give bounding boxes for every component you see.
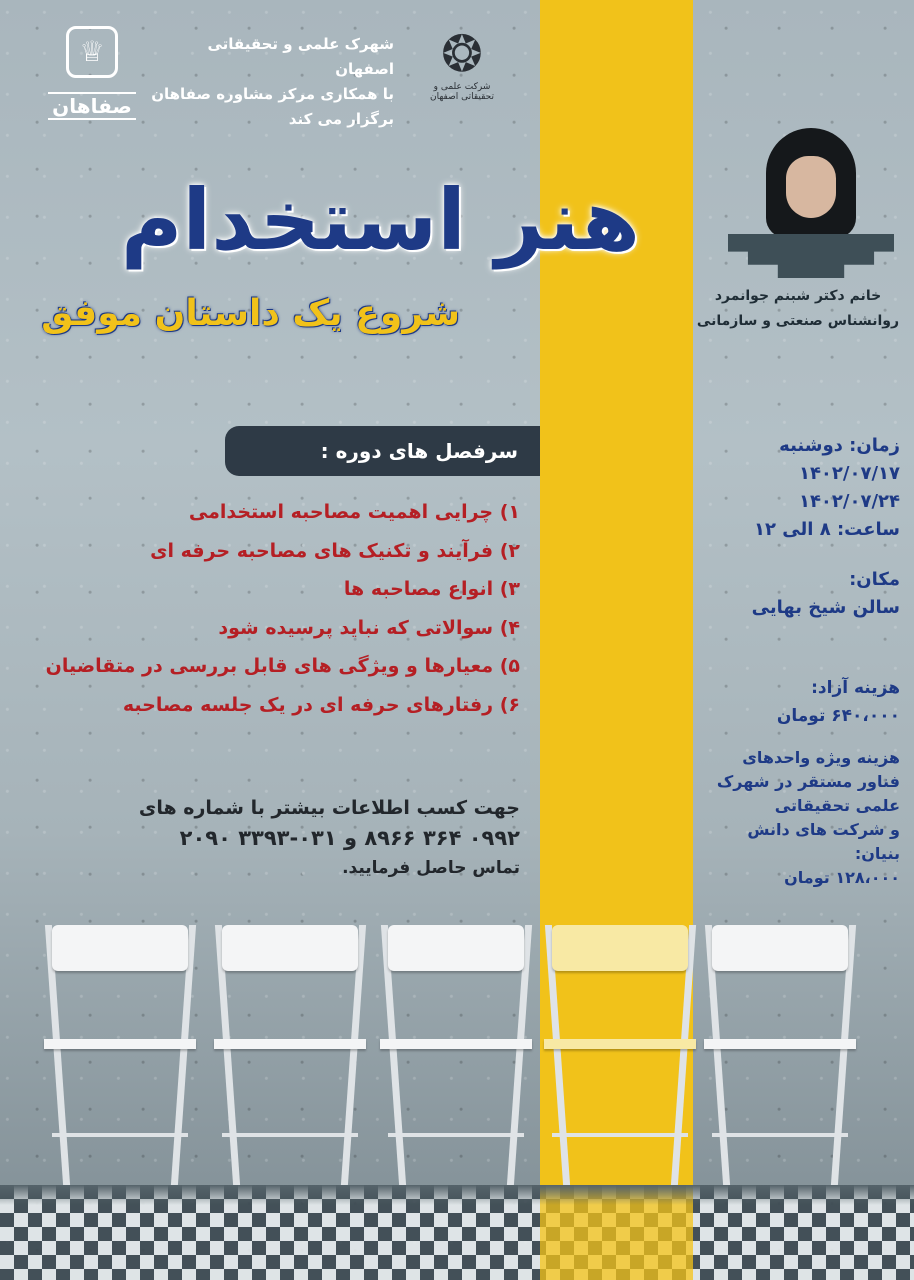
science-park-emblem-icon: ❂ [441,25,483,83]
topic-item: ۶) رفتارهای حرفه ای در یک جلسه مصاحبه [122,693,520,716]
topics-list [20,493,520,724]
fee-free-value: ۶۴۰،۰۰۰ تومان [776,706,900,726]
special-fee-line-2: فناور مستقر در شهرک [716,772,900,791]
instructor-role: روانشناس صنعتی و سازمانی [696,313,900,329]
contact-line-3: تماس حاصل فرمایید. [342,858,520,878]
schedule-time: ساعت: ۸ الی ۱۲ [754,519,900,540]
schedule-date-2: ۱۴۰۲/۰۷/۲۴ [798,491,900,512]
instructor-info [688,284,908,334]
schedule-info [700,432,900,544]
instructor-name: خانم دکتر شبنم جوانمرد [714,288,882,304]
topic-item: ۵) معیارها و ویژگی های قابل بررسی در متقاضیان [45,655,520,677]
special-fee-line-4: و شرکت های دانش بنیان: [747,820,900,863]
special-fee-line-3: علمی تحقیقاتی [774,796,900,815]
location-value: سالن شیخ بهایی [751,597,900,618]
topic-item: ۳) انواع مصاحبه ها [343,578,520,600]
fee-info [700,674,900,730]
topic-item: ۴) سوالاتی که نباید پرسیده شود [218,616,520,639]
poster-subtitle: شروع یک داستان موفق [41,293,460,334]
fee-free-label: هزینه آزاد: [811,678,900,698]
contact-line-1: جهت کسب اطلاعات بیشتر با شماره های [138,797,520,819]
floor-shadow [0,1185,914,1205]
special-fee-info [700,746,900,890]
safahan-logo-text: صفاهان [48,92,136,120]
instructor-photo [728,128,894,278]
poster-title: هنر استخدام [120,171,640,269]
chair [376,925,536,1185]
location-label: مکان: [849,569,900,590]
organizer-line-1: شهرک علمی و تحقیقاتی اصفهان [207,35,394,78]
science-park-logo-caption: شرکت علمی و تحقیقاتی اصفهان [430,82,494,102]
location-info [700,566,900,622]
instructor-face [786,156,836,218]
special-fee-line-1: هزینه ویژه واحدهای [742,748,900,767]
schedule-day: زمان: دوشنبه [779,435,900,456]
contact-phone-numbers: ۰۹۹۲ ۳۶۴ ۸۹۶۶ و ۰۳۱-۳۳۹۳ ۲۰۹۰ [179,826,520,850]
chair [210,925,370,1185]
topic-item: ۱) چرایی اهمیت مصاحبه استخدامی [188,501,520,523]
chair [540,925,700,1185]
safahan-emblem-icon: ♕ [66,26,118,78]
chair [700,925,860,1185]
science-park-logo [430,26,494,116]
contact-info [40,794,520,882]
organizer-text [150,32,394,132]
special-fee-value: ۱۲۸،۰۰۰ تومان [784,868,900,887]
chair [40,925,200,1185]
photo-frame-base [728,234,894,278]
safahan-logo [44,26,140,118]
topics-heading: سرفصل های دوره : [225,426,540,476]
organizer-line-3: برگزار می کند [288,110,394,128]
schedule-date-1: ۱۴۰۲/۰۷/۱۷ [798,463,900,484]
chairs-row [40,925,880,1185]
organizer-line-2: با همکاری مرکز مشاوره صفاهان [151,85,394,103]
topic-item: ۲) فرآیند و تکنیک های مصاحبه حرفه ای [150,539,520,562]
